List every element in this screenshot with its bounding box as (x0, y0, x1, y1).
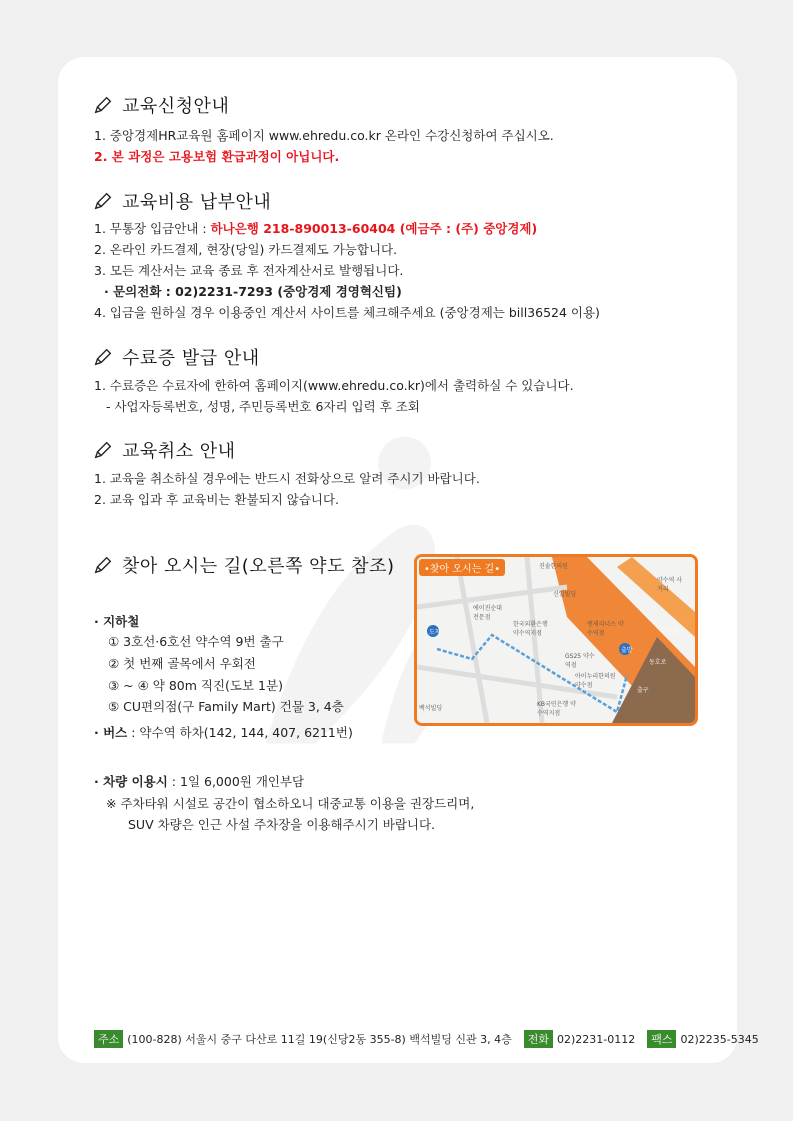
subway-label: · 지하철 (94, 614, 140, 629)
section-title-text: 찾아 오시는 길(오른쪽 약도 참조) (122, 556, 395, 577)
location-map (414, 554, 698, 726)
subway-step-2: ② 첫 번째 골목에서 우회전 (108, 656, 256, 671)
pencil-icon (92, 439, 114, 461)
cancel-line-1: 1. 교육을 취소하실 경우에는 반드시 전화상으로 알려 주시기 바랍니다. (94, 471, 480, 486)
map-label: 약수역 사거리 (657, 577, 683, 593)
section-title-text: 수료증 발급 안내 (122, 348, 260, 369)
map-label: 엔제리너스 약수역점 (587, 621, 624, 637)
map-label: 도착 (429, 629, 441, 636)
section-title-certificate (92, 344, 260, 370)
map-label: 한국외환은행 약수역지점 (513, 621, 548, 637)
map-label: GS25 약수역점 (565, 653, 595, 669)
certificate-line-1: 1. 수료증은 수료자에 한하여 홈페이지(www.ehredu.co.kr)에서 출력하실 수 있습니다. (94, 378, 574, 393)
map-label: 출발 (621, 647, 633, 654)
payment-line-5: 4. 입금을 원하실 경우 이용중인 계산서 사이트를 체크해주세요 (중앙경제는 bill36524 이용) (94, 305, 600, 320)
payment-line-3: 3. 모든 계산서는 교육 종료 후 전자계산서로 발행됩니다. (94, 263, 404, 278)
map-title-tag: •찾아 오시는 길• (419, 559, 505, 576)
certificate-line-2: - 사업자등록번호, 성명, 주민등록번호 6자리 입력 후 조회 (106, 399, 420, 414)
car-label: · 차량 이용시 (94, 774, 168, 789)
parking-note-1: ※ 주차타워 시설로 공간이 협소하오니 대중교통 이용을 권장드리며, (106, 796, 475, 811)
pencil-icon (92, 94, 114, 116)
section-title-directions (92, 552, 394, 578)
section-title-text: 교육취소 안내 (122, 441, 236, 462)
map-label: 출구 (637, 687, 649, 694)
payment-contact: · 문의전화 : 02)2231-7293 (중앙경제 경영혁신팀) (104, 284, 402, 299)
map-label: 에이진순대 전문점 (473, 605, 502, 621)
map-label: 신일빌딩 (553, 591, 577, 598)
section-title-text: 교육신청안내 (122, 96, 230, 117)
map-label: KB국민은행 약수역지점 (537, 701, 576, 717)
pencil-icon (92, 190, 114, 212)
car-text: : 1일 6,000원 개인부담 (167, 774, 305, 789)
apply-line-1: 1. 중앙경제HR교육원 홈페이지 www.ehredu.co.kr 온라인 수강신청하여 주십시오. (94, 128, 554, 143)
bus-label: · 버스 (94, 725, 128, 740)
bus-text: : 약수역 하차(142, 144, 407, 6211번) (127, 725, 353, 740)
fax-tag: 팩스 (647, 1030, 676, 1048)
map-label: 백석빌딩 (419, 705, 443, 712)
map-label: 약수역 (661, 629, 679, 636)
section-title-cancel (92, 437, 236, 463)
payment-line-1 (94, 219, 537, 237)
payment-line-1-prefix: 1. 무통장 입금안내 : (94, 221, 211, 236)
subway-step-4: ⑤ CU편의점(구 Family Mart) 건물 3, 4층 (108, 699, 344, 714)
phone-tag: 전화 (524, 1030, 553, 1048)
fax-text: 02)2235-5345 (680, 1032, 759, 1046)
section-title-text: 교육비용 납부안내 (122, 192, 272, 213)
car-line (94, 772, 304, 790)
subway-step-3: ③ ~ ④ 약 80m 직진(도보 1분) (108, 678, 283, 693)
section-title-payment (92, 188, 271, 214)
map-label: 동호로 (649, 659, 667, 666)
phone-text: 02)2231-0112 (556, 1032, 636, 1046)
parking-note-2: SUV 차량은 인근 사설 주차장을 이용해주시기 바랍니다. (128, 817, 436, 832)
bank-account: 하나은행 218-890013-60404 (예금주 : (주) 중앙경제) (210, 221, 538, 236)
map-label: 진솔한의원 (539, 563, 568, 570)
section-title-apply (92, 92, 229, 118)
payment-line-2: 2. 온라인 카드결제, 현장(당일) 카드결제도 가능합니다. (94, 242, 398, 257)
subway-step-1: ① 3호선·6호선 약수역 9번 출구 (108, 634, 284, 649)
pencil-icon (92, 346, 114, 368)
apply-line-2: 2. 본 과정은 고용보험 환급과정이 아닙니다. (94, 149, 340, 164)
map-label: 아이누리한의원 약수점 (575, 673, 616, 689)
cancel-line-2: 2. 교육 입과 후 교육비는 환불되지 않습니다. (94, 492, 340, 507)
footer (94, 1030, 759, 1048)
address-text: (100-828) 서울시 중구 다산로 11길 19(신당2동 355-8) 백석빌딩 신관 3, 4층 (127, 1033, 512, 1046)
pencil-icon (92, 554, 114, 576)
bus-line (94, 723, 353, 741)
address-tag: 주소 (94, 1030, 123, 1048)
